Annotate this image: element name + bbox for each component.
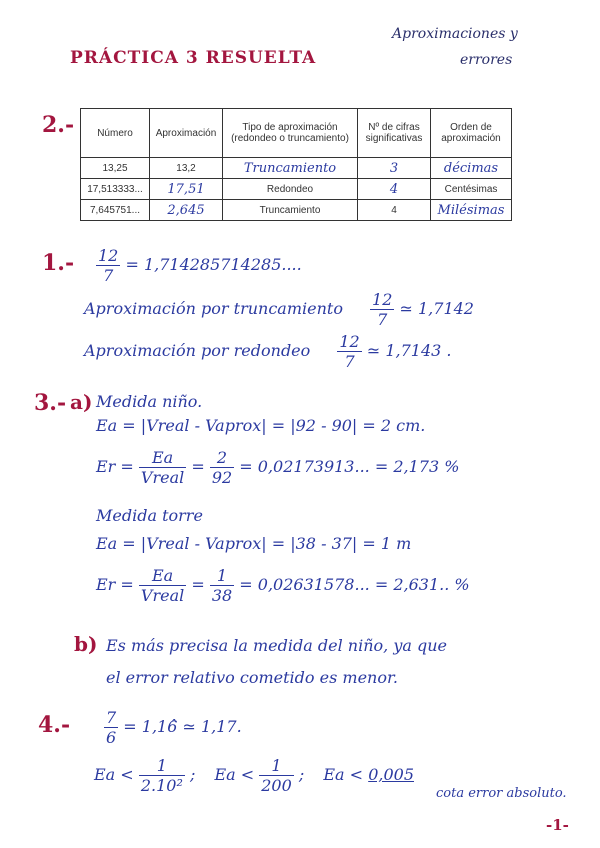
fraction-denominator: Vreal (140, 468, 185, 487)
fraction-denominator: 2.10² (140, 776, 183, 795)
separator: ; (298, 765, 305, 784)
fraction-numerator: 1 (210, 566, 234, 586)
exercise-1-expansion (96, 246, 302, 285)
ea-label: Ea < (94, 765, 134, 784)
decimal-expansion: = 1,714285714285.... (125, 255, 302, 274)
separator: ; (189, 765, 196, 784)
header-sig-figs: Nº de cifras significativas (358, 109, 431, 158)
fraction-denominator: 200 (261, 776, 292, 795)
fraction-numerator: 1 (259, 756, 294, 776)
fraction-numerator: 1 (139, 756, 185, 776)
fraction-ea-vreal (139, 448, 186, 487)
approx-value: = 1,16̂ ≃ 1,17. (123, 717, 242, 736)
fraction-1-200 (259, 756, 294, 795)
fraction-denominator: 6 (106, 728, 117, 747)
table-cell: 3 (358, 158, 431, 179)
topic-line-2: errores (460, 52, 513, 68)
exercise-4-label: 4.- (38, 712, 71, 738)
table-cell: 7,645751... (81, 200, 150, 221)
part-a-label: a) (70, 390, 93, 414)
tower-relative-error: Er = $\frac{Ea}{\text{Vreal}}$ = $\frac{1}{38}$ = 0,02631578... = 2,631.. % (96, 566, 470, 605)
page-title: PRÁCTICA 3 RESUELTA (70, 48, 317, 68)
fraction-1-38 (210, 566, 234, 605)
fraction-numerator: 12 (98, 246, 119, 265)
table-cell: 17,51 (150, 179, 223, 200)
child-absolute-error: Ea = |Vreal - Vaprox| = |92 - 90| = 2 cm. (96, 416, 426, 435)
part-b-label: b) (74, 632, 98, 656)
truncation-text: Aproximación por truncamiento (84, 299, 343, 318)
header-approximation: Aproximación (150, 109, 223, 158)
table-row (81, 179, 512, 200)
rounding-text: Aproximación por redondeo (84, 341, 311, 360)
table-cell: 4 (358, 179, 431, 200)
child-relative-error: Er = $\frac{Ea}{\text{Vreal}}$ = $\frac{2}{92}$ = 0,02173913... = 2,173 % (96, 448, 460, 487)
exercise-1-label: 1.- (42, 250, 75, 276)
table-header-row (81, 109, 512, 158)
fraction-denominator: Vreal (140, 586, 185, 605)
absolute-error-bound (94, 756, 414, 795)
fraction-7-6 (104, 708, 118, 747)
fraction-denominator: 7 (344, 352, 355, 371)
ea-label: Ea < (323, 765, 364, 784)
fraction-12-7 (96, 246, 120, 285)
exercise-2-label: 2.- (42, 112, 75, 138)
table-cell: Redondeo (223, 179, 358, 200)
bound-note: cota error absoluto. (436, 786, 567, 801)
table-row (81, 158, 512, 179)
fraction-1-2e2 (139, 756, 185, 795)
tower-absolute-error: Ea = |Vreal - Vaprox| = |38 - 37| = 1 m (96, 534, 412, 553)
fraction-denominator: 92 (211, 468, 233, 487)
fraction-denominator: 7 (103, 266, 114, 285)
table-cell: Centésimas (431, 179, 512, 200)
child-er-result: = 0,02173913... = 2,173 % (239, 457, 460, 476)
exercise-3-label: 3.- (34, 390, 67, 416)
header-type: Tipo de aproximación (redondeo o truncamiento) (223, 109, 358, 158)
table-cell: Truncamiento (223, 158, 358, 179)
conclusion-line-1: Es más precisa la medida del niño, ya que (106, 636, 447, 655)
header-order: Orden de aproximación (431, 109, 512, 158)
header-number: Número (81, 109, 150, 158)
table-cell: décimas (431, 158, 512, 179)
child-measure-title: Medida niño. (96, 392, 203, 411)
fraction-numerator: 2 (210, 448, 234, 468)
er-label: Er = (96, 575, 134, 594)
fraction-numerator: 12 (339, 332, 360, 351)
table-cell: 13,25 (81, 158, 150, 179)
exercise-4-approx (104, 708, 242, 747)
rounding-line (84, 332, 451, 371)
table-cell: 13,2 (150, 158, 223, 179)
fraction-numerator: Ea (139, 566, 186, 586)
er-label: Er = (96, 457, 134, 476)
page-number: -1- (546, 816, 569, 834)
tower-er-result: = 0,02631578... = 2,631.. % (239, 575, 470, 594)
ea-label: Ea < (214, 765, 255, 784)
table-cell: Truncamiento (223, 200, 358, 221)
fraction-denominator: 38 (211, 586, 233, 605)
fraction-numerator: Ea (139, 448, 186, 468)
fraction-numerator: 7 (106, 708, 117, 727)
conclusion-line-2: el error relativo cometido es menor. (106, 668, 398, 687)
topic-line-1: Aproximaciones y (392, 26, 518, 42)
table-cell: 17,513333... (81, 179, 150, 200)
table-cell: 2,645 (150, 200, 223, 221)
fraction-12-7 (370, 290, 394, 329)
rounding-value: ≃ 1,7143 . (366, 341, 452, 360)
fraction-2-92 (210, 448, 234, 487)
fraction-denominator: 7 (377, 310, 388, 329)
fraction-ea-vreal (139, 566, 186, 605)
truncation-value: ≃ 1,7142 (399, 299, 474, 318)
table-cell: Milésimas (431, 200, 512, 221)
tower-measure-title: Medida torre (96, 506, 203, 525)
table-row (81, 200, 512, 221)
truncation-line (84, 290, 474, 329)
fraction-numerator: 12 (372, 290, 393, 309)
approximation-table (80, 108, 512, 221)
fraction-12-7 (337, 332, 361, 371)
table-cell: 4 (358, 200, 431, 221)
ea-bound-value: 0,005 (368, 765, 414, 784)
